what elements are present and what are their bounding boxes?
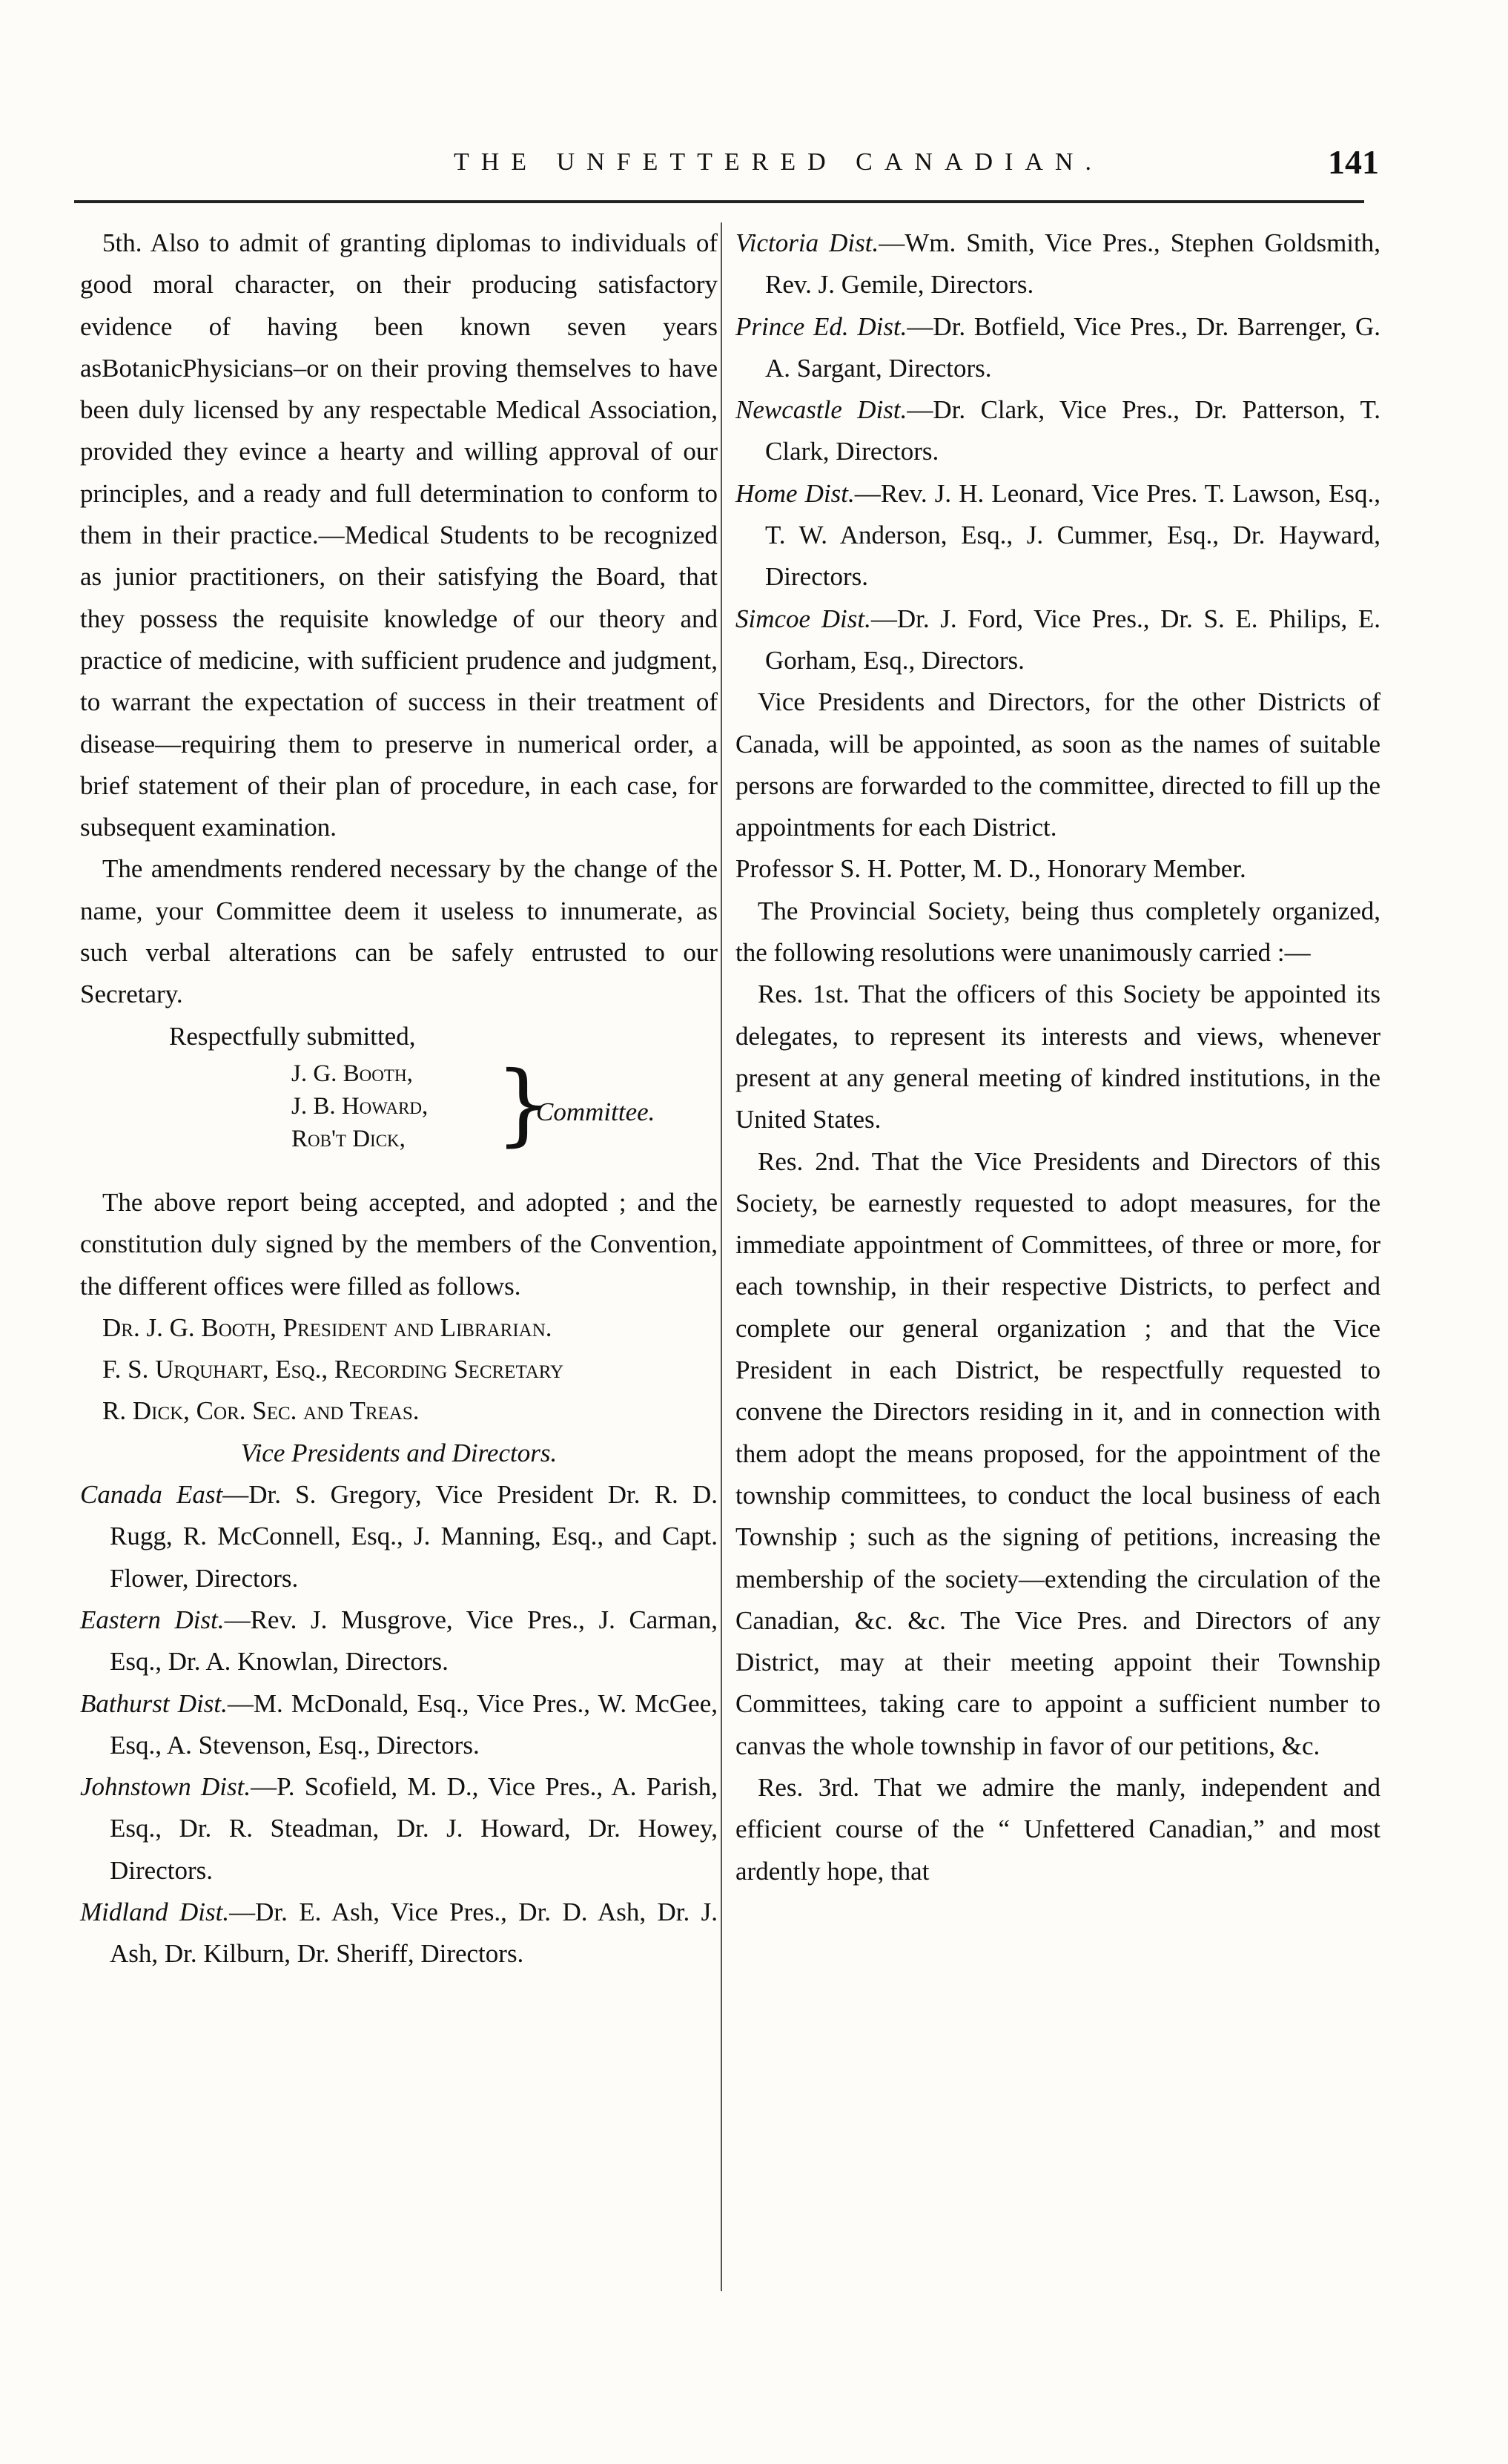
officer-recording-secretary: F. S. Urquhart, Esq., Recording Secretary: [102, 1355, 564, 1384]
district-entry: [735, 473, 1380, 598]
signature-booth: J. G. Booth,: [291, 1060, 413, 1087]
district-name: Prince Ed. Dist.: [735, 311, 907, 341]
right-brace-icon: }: [495, 1052, 552, 1156]
district-entry: [80, 1683, 718, 1767]
district-officers: —Rev. J. H. Leonard, Vice Pres. T. Lawson, Esq., T. W. Anderson, Esq., J. Cummer, Esq., Dr. Hayward, Directors.: [765, 478, 1380, 592]
page-header: [148, 143, 1379, 193]
district-entry: [80, 1766, 718, 1892]
honorary-member: Professor S. H. Potter, M. D., Honorary Member.: [735, 854, 1246, 884]
officer-president: Dr. J. G. Booth, President and Librarian.: [102, 1312, 552, 1342]
district-name: Midland Dist.: [80, 1897, 230, 1926]
district-officers: —Rev. J. Musgrove, Vice Pres., J. Carman, Esq., Dr. A. Knowlan, Directors.: [110, 1605, 718, 1677]
signoff: Respectfully submitted,: [169, 1021, 416, 1051]
resolution-2: Res. 2nd. That the Vice Presidents and Directors of this Society, be earnestly requested to adopt measures, for the immediate appointment of Committees, of three or more, for each township, in their respective Districts, to perfect and complete our general organization ; and that the Vice President in each District, be respectfully requested to convene the Directors residing in it, and in connection with them adopt the means proposed, for the appointment of the township committees, to conduct the local business of each Township ; such as the signing of petitions, increasing the membership of the society—extending the circulation of the Canadian, &c. &c. The Vice Pres. and Directors of any District, may at their meeting appoint their Township Committees, taking care to appoint a sufficient number to canvas the whole township in favor of our petitions, &c.: [735, 1146, 1380, 1760]
district-entry: [735, 222, 1380, 306]
vp-heading: Vice Presidents and Directors.: [240, 1438, 558, 1467]
column-divider: [721, 222, 722, 2291]
left-column: [80, 222, 718, 1975]
district-name: Simcoe Dist.: [735, 604, 871, 633]
district-name: Victoria Dist.: [735, 228, 879, 257]
signature-names: [291, 1057, 428, 1155]
district-name: Johnstown Dist.: [80, 1772, 251, 1802]
header-rule: [74, 200, 1364, 203]
officer-treasurer: R. Dick, Cor. Sec. and Treas.: [102, 1396, 420, 1426]
district-officers: —Wm. Smith, Vice Pres., Stephen Goldsmith, Rev. J. Gemile, Directors.: [765, 228, 1380, 300]
district-name: Newcastle Dist.: [735, 395, 907, 425]
district-name: Bathurst Dist.: [80, 1688, 228, 1718]
district-entry: [735, 306, 1380, 390]
district-officers: —Dr. Clark, Vice Pres., Dr. Patterson, T. Clark, Directors.: [765, 395, 1380, 466]
paragraph-report-accepted: The above report being accepted, and adopted ; and the constitution duly signed by the members of the Convention, the different offices were filled as follows.: [80, 1187, 718, 1301]
paragraph-amendments: The amendments rendered necessary by the change of the name, your Committee deem it useless to innumerate, as such verbal alterations can be safely entrusted to our Secretary.: [80, 854, 718, 1009]
district-entry: [80, 1892, 718, 1975]
district-officers: —Dr. Botfield, Vice Pres., Dr. Barrenger, G. A. Sargant, Directors.: [765, 311, 1380, 383]
right-column: [735, 222, 1380, 1892]
paragraph-other-districts: Vice Presidents and Directors, for the other Districts of Canada, will be appointed, as soon as the names of suitable persons are forwarded to the committee, directed to fill up the appointments for each District.: [735, 687, 1380, 842]
signature-howard: J. B. Howard,: [291, 1092, 429, 1120]
running-title: THE UNFETTERED CANADIAN.: [453, 148, 1103, 176]
resolution-3: Res. 3rd. That we admire the manly, independent and efficient course of the “ Unfettered Canadian,” and most ardently hope, that: [735, 1772, 1380, 1886]
page-number: 141: [1328, 143, 1379, 181]
signature-dick: Rob't Dick,: [291, 1125, 406, 1152]
district-name: Home Dist.: [735, 478, 855, 508]
district-name: Canada East: [80, 1480, 223, 1510]
signature-block: [80, 1052, 718, 1169]
district-officers: —P. Scofield, M. D., Vice Pres., A. Parish, Esq., Dr. R. Steadman, Dr. J. Howard, Dr. Howey, Directors.: [110, 1772, 718, 1885]
district-entry: [80, 1599, 718, 1683]
district-officers: —Dr. S. Gregory, Vice President Dr. R. D. Rugg, R. McConnell, Esq., J. Manning, Esq., and Capt. Flower, Directors.: [110, 1480, 718, 1593]
district-entry: [735, 389, 1380, 473]
paragraph-fifth-article: 5th. Also to admit of granting diplomas to individuals of good moral character, on their producing satisfactory evidence of having been known seven years asBotanicPhysicians–or on their proving themselves to have been duly licensed by any respectable Medical Association, provided they evince a hearty and willing approval of our principles, and a ready and full determination to conform to them in their practice.—Medical Students to be recognized as junior practitioners, on their satisfying the Board, that they possess the requisite knowledge of our theory and practice of medicine, with sufficient prudence and judgment, to warrant the expectation of success in their treatment of disease—requiring them to preserve in numerical order, a brief statement of their plan of procedure, in each case, for subsequent examination.: [80, 228, 718, 842]
district-officers: —Dr. J. Ford, Vice Pres., Dr. S. E. Philips, E. Gorham, Esq., Directors.: [765, 604, 1380, 675]
district-officers: —M. McDonald, Esq., Vice Pres., W. McGee, Esq., A. Stevenson, Esq., Directors.: [110, 1688, 718, 1760]
district-officers: —Dr. E. Ash, Vice Pres., Dr. D. Ash, Dr. J. Ash, Dr. Kilburn, Dr. Sheriff, Directors.: [110, 1897, 718, 1969]
resolution-1: Res. 1st. That the officers of this Society be appointed its delegates, to represent its interests and views, whenever present at any general meeting of kindred institutions, in the United States.: [735, 980, 1380, 1134]
district-entry: [735, 598, 1380, 682]
paragraph-society-organized: The Provincial Society, being thus completely organized, the following resolutions were unanimously carried :—: [735, 896, 1380, 968]
district-entry: [80, 1474, 718, 1599]
signature-role: Committee.: [536, 1097, 655, 1126]
district-name: Eastern Dist.: [80, 1605, 225, 1634]
